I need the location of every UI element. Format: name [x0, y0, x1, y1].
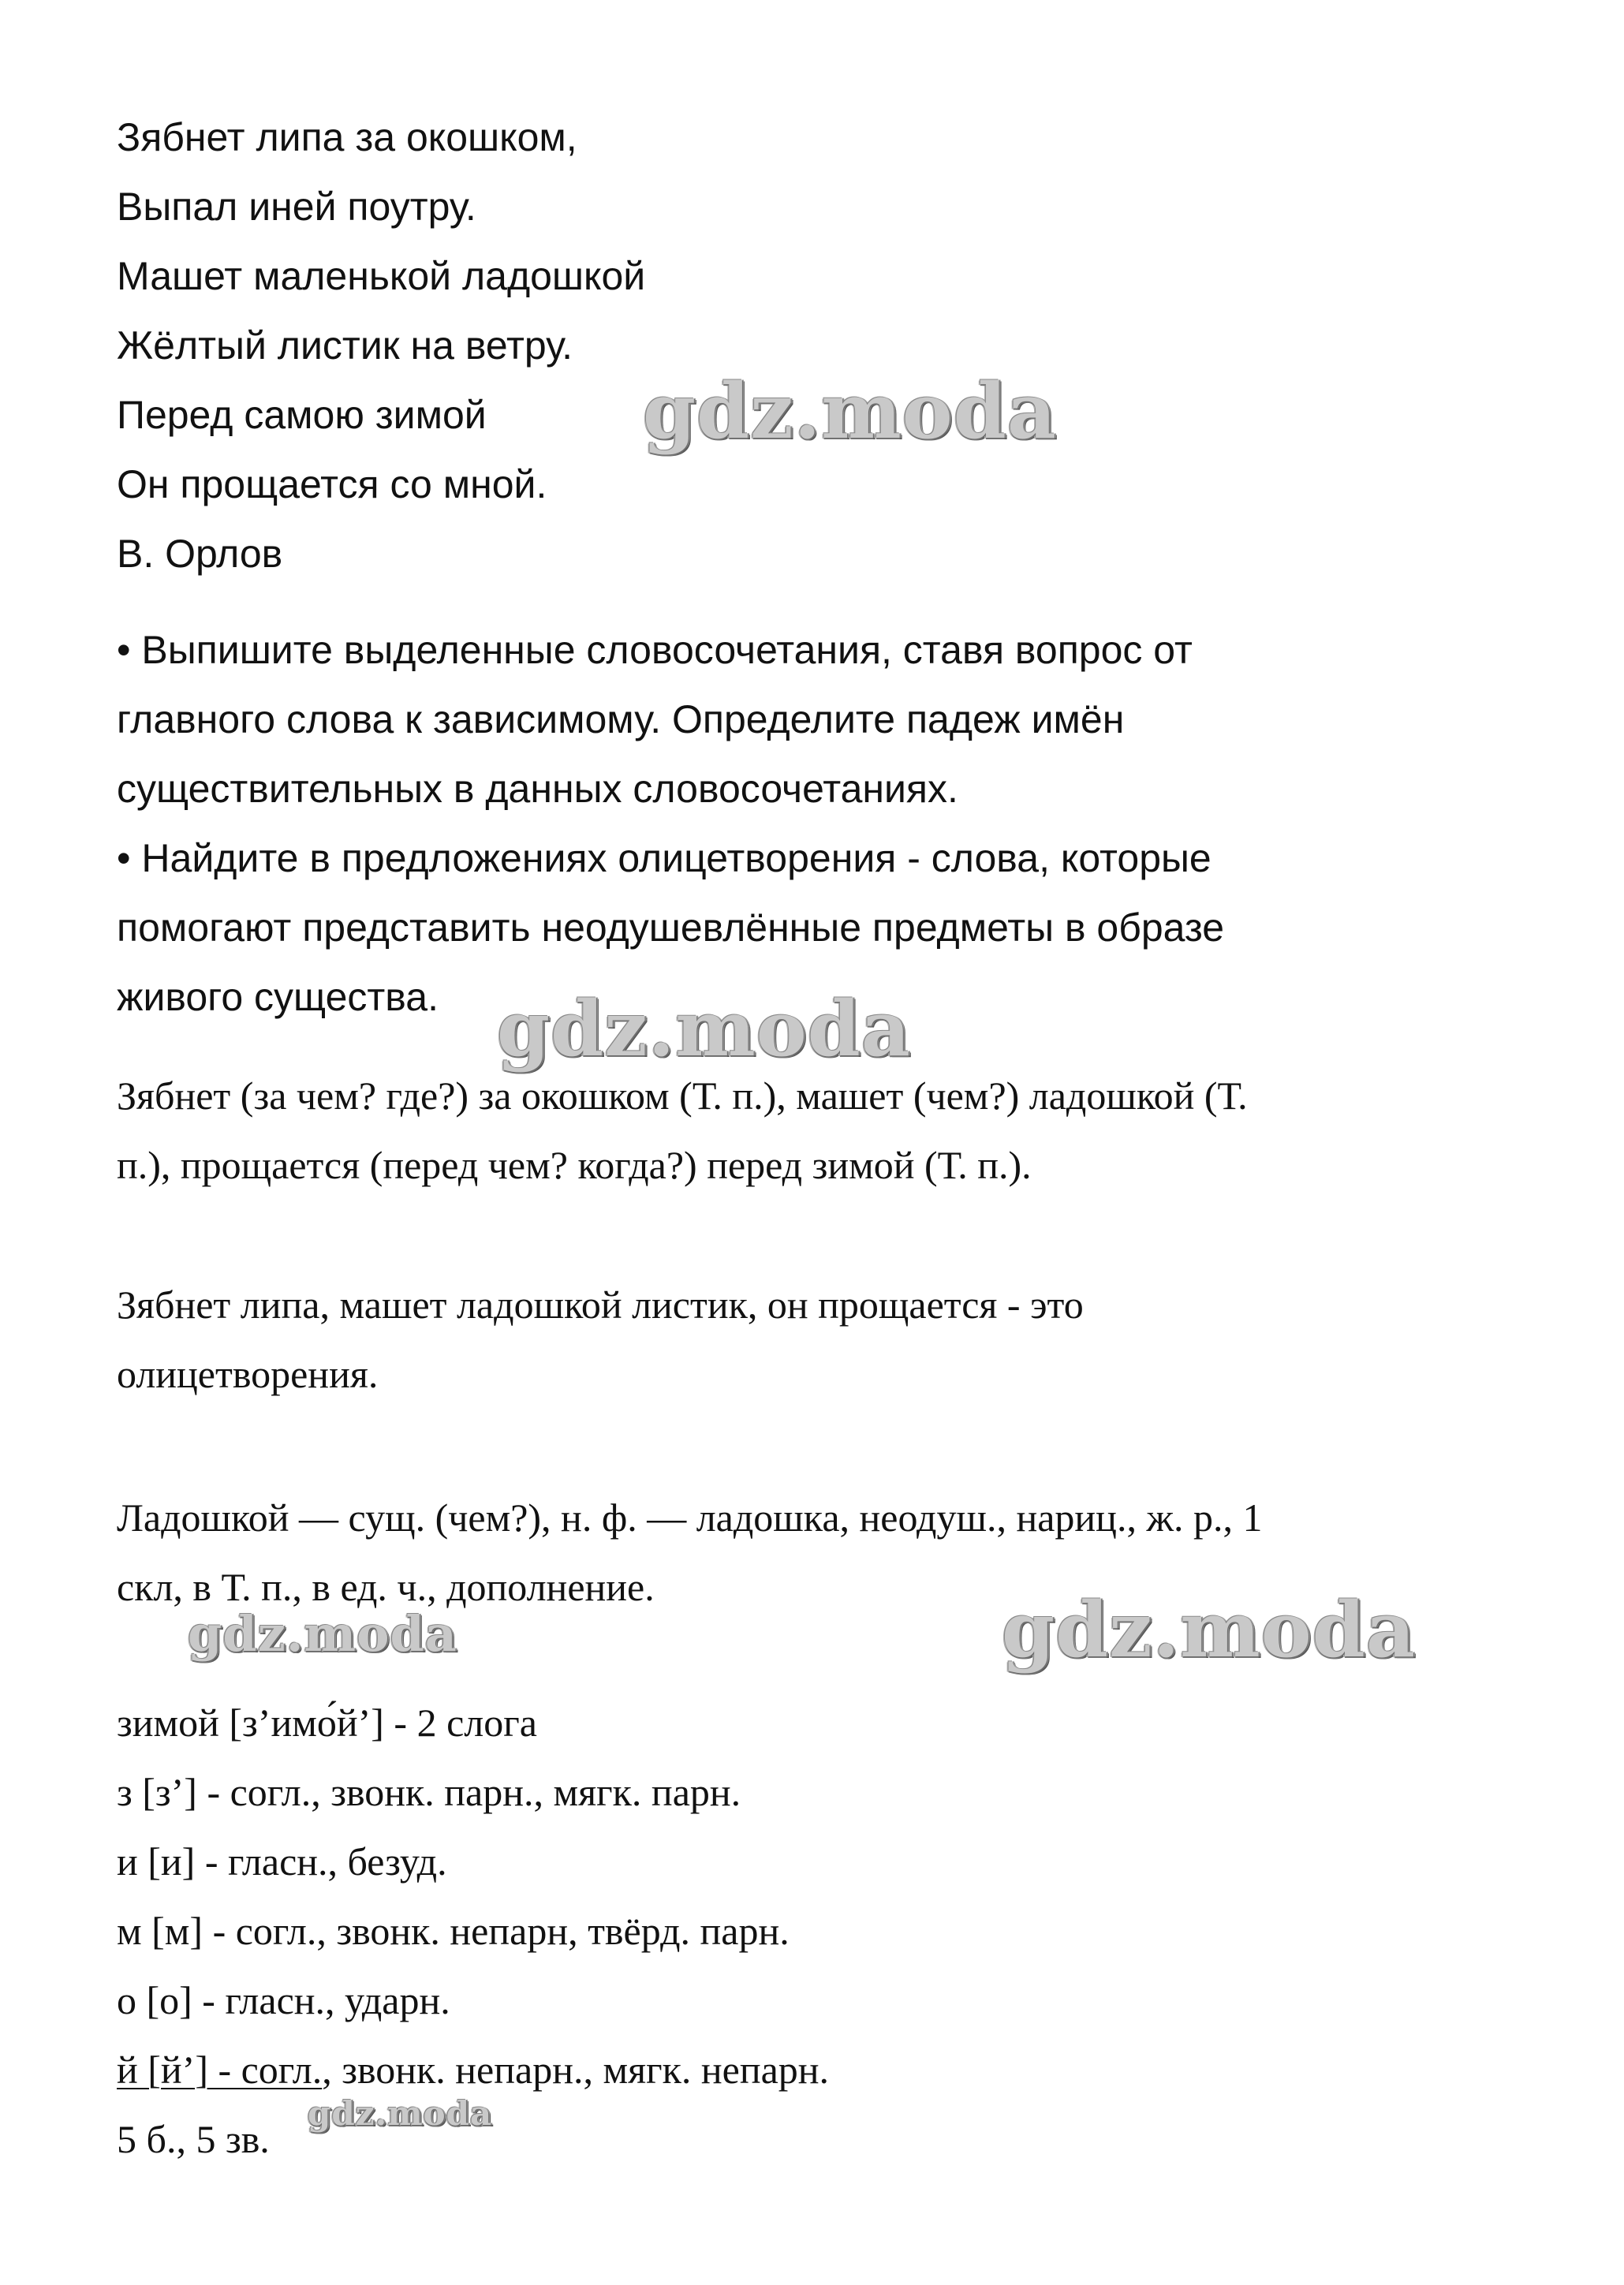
task-line: • Найдите в предложениях олицетворения - слова, которые — [117, 836, 1211, 880]
poem-line: Зябнет липа за окошком, — [117, 115, 577, 159]
task-instructions — [117, 615, 1224, 1032]
watermark: gdz.moda — [1002, 1585, 1417, 1675]
poem-line: Он прощается со мной. — [117, 462, 547, 506]
answer-line: Зябнет (за чем? где?) за окошком (Т. п.), машет (чем?) ладошкой (Т. — [117, 1073, 1248, 1118]
answer-personification — [117, 1270, 1084, 1409]
phonetic-line: и [и] - гласн., безуд. — [117, 1839, 447, 1884]
answer-line: п.), прощается (перед чем? когда?) перед зимой (Т. п.). — [117, 1143, 1032, 1187]
phonetic-line: м [м] - согл., звонк. непарн, твёрд. парн. — [117, 1909, 790, 1953]
task-line: живого существа. — [117, 975, 439, 1019]
task-line: главного слова к зависимому. Определите падеж имён — [117, 697, 1125, 741]
phonetic-line: о [о] - гласн., ударн. — [117, 1978, 450, 2022]
phonetic-rest: , звонк. непарн., мягк. непарн. — [322, 2048, 830, 2092]
phonetic-summary: 5 б., 5 зв. — [117, 2117, 270, 2161]
watermark: gdz.moda — [188, 1605, 457, 1663]
answer-phrases — [117, 1061, 1248, 1200]
poem-line: Выпал иней поутру. — [117, 185, 476, 229]
phonetic-title: зимой [з’имо́й’] - 2 слога — [117, 1701, 537, 1745]
answer-line: Зябнет липа, машет ладошкой листик, он прощается - это — [117, 1283, 1084, 1327]
answer-line: олицетворения. — [117, 1352, 379, 1396]
answer-line: скл, в Т. п., в ед. ч., дополнение. — [117, 1565, 655, 1609]
answer-line: Ладошкой — сущ. (чем?), н. ф. — ладошка, неодуш., нариц., ж. р., 1 — [117, 1495, 1263, 1540]
phonetic-underlined: й [й’] - согл. — [117, 2048, 323, 2092]
task-line: помогают представить неодушевлённые предметы в образе — [117, 905, 1225, 950]
task-line: существительных в данных словосочетаниях. — [117, 767, 958, 811]
task-line: • Выпишите выделенные словосочетания, ставя вопрос от — [117, 628, 1193, 672]
watermark: gdz.moda — [308, 2094, 493, 2133]
watermark: gdz.moda — [643, 367, 1058, 456]
poem-line: Жёлтый листик на ветру. — [117, 323, 573, 368]
poem-author: В. Орлов — [117, 532, 283, 576]
watermark: gdz.moda — [497, 984, 912, 1073]
phonetic-line: з [з’] - согл., звонк. парн., мягк. парн. — [117, 1770, 741, 1814]
poem — [117, 103, 645, 588]
poem-line: Перед самою зимой — [117, 393, 487, 437]
poem-line: Машет маленькой ладошкой — [117, 254, 646, 298]
